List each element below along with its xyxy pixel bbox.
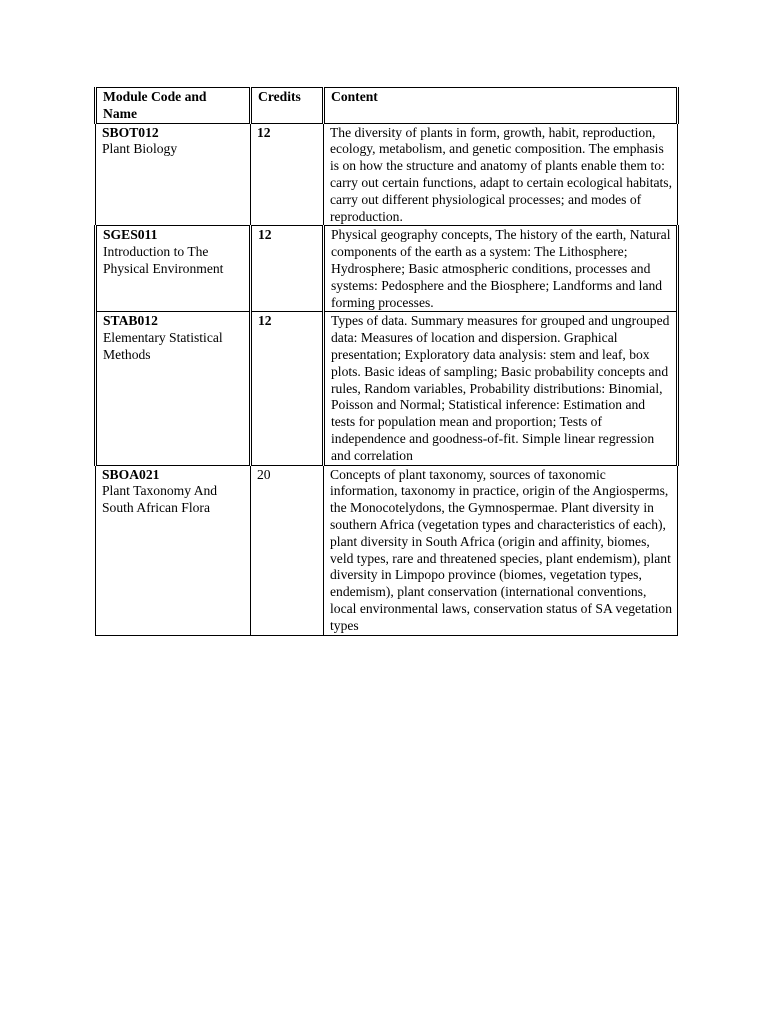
- module-code: SBOT012: [102, 124, 159, 140]
- table-header-row: [96, 88, 678, 124]
- module-cell: [96, 312, 251, 465]
- module-name: Introduction to The Physical Environment: [103, 244, 224, 276]
- content-cell: Types of data. Summary measures for grouped and ungrouped data: Measures of location and dispersion. Graphical presentation; Exploratory data analysis: stem and leaf, box plots. Basic ideas of sampling; Basic probability concepts and rules, Random variables, Probability distributions: Binomial, Poisson and Normal; Statistical inference: Estimation and tests for population mean and proportion; Tests of independence and goodness-of-fit. Simple linear regression and correlation: [324, 312, 678, 465]
- module-code: SGES011: [103, 227, 158, 243]
- header-credits: Credits: [251, 88, 324, 124]
- module-cell: [96, 465, 251, 635]
- content-cell: Physical geography concepts, The history of the earth, Natural components of the earth as a system: The Lithosphere; Hydrosphere; Basic atmospheric conditions, processes and systems: Pedosphere and the Biosphere; Landforms and land forming processes.: [324, 226, 678, 312]
- content-cell: The diversity of plants in form, growth, habit, reproduction, ecology, metabolism, and genetic composition. The emphasis is on how the structure and anatomy of plants enable them to: carry out certain functions, adapt to certain ecological habitats, carry out different physiological processes; and modes of reproduction.: [324, 123, 678, 226]
- module-name: Elementary Statistical Methods: [103, 330, 223, 362]
- modules-table: [94, 87, 679, 636]
- module-code: SBOA021: [102, 466, 160, 482]
- module-name: Plant Taxonomy And South African Flora: [102, 483, 218, 516]
- credits-cell: 12: [251, 312, 324, 465]
- credits-cell: 12: [251, 123, 324, 226]
- module-cell: [96, 123, 251, 226]
- table-row: [96, 226, 678, 312]
- credits-cell: 12: [251, 226, 324, 312]
- table-row: [96, 123, 678, 226]
- header-content: Content: [324, 88, 678, 124]
- table-row: [96, 312, 678, 465]
- module-cell: [96, 226, 251, 312]
- table-row: [96, 465, 678, 635]
- credits-cell: 20: [251, 465, 324, 635]
- header-module: Module Code and Name: [96, 88, 251, 124]
- content-cell: Concepts of plant taxonomy, sources of taxonomic information, taxonomy in practice, origin of the Angiosperms, the Monocotelydons, the Gymnospermae. Plant diversity in southern Africa (vegetation types and characteristics of each), plant diversity in South Africa (origin and affinity, biomes, veld types, rare and threatened species, plant endemism), plant diversity in Limpopo province (biomes, vegetation types, endemism), plant conservation (international conventions, local environmental laws, conservation status of SA vegetation types: [324, 465, 678, 635]
- module-code: STAB012: [103, 313, 158, 329]
- module-name: Plant Biology: [102, 141, 178, 157]
